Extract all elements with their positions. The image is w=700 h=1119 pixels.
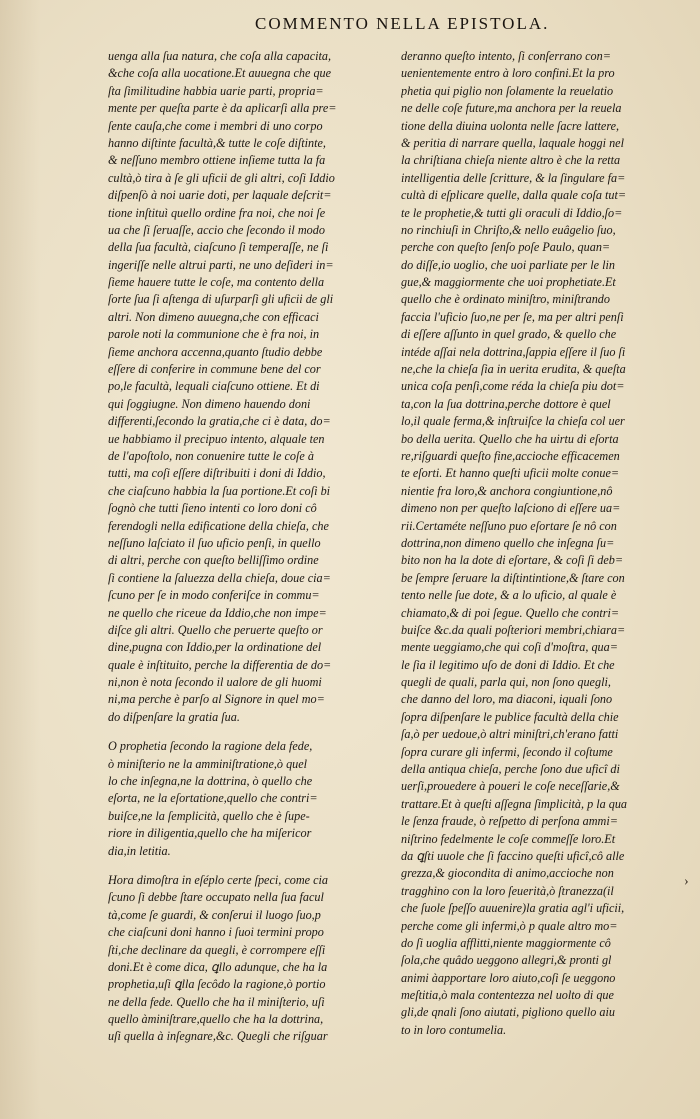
text-line: tento nelle ſue dote, & a lo uficio, al quale è bbox=[401, 588, 617, 603]
text-line: ingeriſſe nelle altrui parti, ne uno deſideri in= bbox=[108, 257, 334, 272]
text-line: le ſenza fraude, ò reſpetto di perſona ammi= bbox=[401, 814, 618, 829]
text-line: be ſempre ſeruare la diſtintintione,& ſtare con bbox=[401, 570, 625, 585]
text-line: grezza,& giocondita di animo,accioche non bbox=[401, 866, 614, 881]
text-line: te eſorti. Et hanno queſti uficii molte conue= bbox=[401, 466, 620, 481]
text-line: la chriſtiana chieſa niente altro è che la retta bbox=[401, 153, 621, 168]
text-line: dimeno non per queſto laſciono di eſſere ua= bbox=[401, 501, 621, 516]
text-line: tione inſtituì quello ordine fra noi, che noi ſe bbox=[108, 205, 326, 220]
text-line: doni.Et è come dica, ꝗllo adunque, che ha la bbox=[108, 959, 328, 974]
text-line: buiſce,ne la ſemplicità, quello che è ſupe- bbox=[108, 808, 310, 823]
text-line: te le prophetie,& tutti gli oraculi di Iddio,ſo= bbox=[401, 205, 623, 220]
text-line: cultà di eſplicare quelle, dalla quale coſa tut= bbox=[401, 188, 627, 203]
text-line: che ſuole ſpeſſo auuenire)la gratia agl'i uficii, bbox=[401, 901, 625, 916]
text-line: uſi quella à inſegnare,&c. Quegli che riſguar bbox=[108, 1029, 328, 1044]
text-line: ſieme anchora accenna,quanto ſtudio debbe bbox=[108, 344, 323, 359]
text-line: della ſua facultà, ciaſcuno ſi temperaſſe, ne ſi bbox=[108, 240, 329, 255]
text-line: lo,il quale ferma,& inſtruiſce la chieſa col uer bbox=[401, 414, 625, 429]
text-line: do diſpenſare la gratia ſua. bbox=[108, 709, 240, 724]
text-line: & neſſuno membro ottiene inſieme tutta la fa bbox=[108, 153, 326, 168]
text-line: tutti, ma coſi eſſere diſtribuiti i doni di Iddio, bbox=[108, 466, 326, 481]
paragraph bbox=[108, 48, 394, 726]
left-column bbox=[108, 48, 394, 1058]
text-line: de l'apoſtolo, non conuenire tutte le coſe à bbox=[108, 448, 314, 463]
text-line: che ciaſcuni doni hanno i ſuoi termini propo bbox=[108, 925, 324, 940]
text-line: faccia l'uficio ſuo,ne per ſe, ma per altri penſi bbox=[401, 309, 624, 324]
text-line: & peritia di narrare quella, laquale hoggi nel bbox=[401, 135, 624, 150]
text-line: intelligentia delle ſcritture, & la ſingulare fa= bbox=[401, 170, 626, 185]
text-line: che ciaſcuno habbia la ſua portione.Et coſi bi bbox=[108, 483, 331, 498]
text-line: ſente cauſa,che come i membri di uno corpo bbox=[108, 118, 323, 133]
text-line: lo che inſegna,ne la dottrina, ò quello che bbox=[108, 774, 313, 789]
text-line: bo della uerita. Quello che ha uirtu di eſorta bbox=[401, 431, 619, 446]
text-line: ni,non è nota ſecondo il ualore de gli huomi bbox=[108, 675, 322, 690]
text-line: perche come gli infermi,ò p quale altro mo= bbox=[401, 918, 618, 933]
text-line: le ſia il legitimo uſo de doni di Iddio. Et che bbox=[401, 657, 615, 672]
text-line: tione della diuina uolonta nelle ſacre lattere, bbox=[401, 118, 620, 133]
text-line: deranno queſto intento, ſi conſerrano con= bbox=[401, 49, 611, 63]
text-line: niſtrino fedelmente le coſe commeſſe loro.Et bbox=[401, 831, 616, 846]
text-line: O prophetia ſecondo la ragione dela fede, bbox=[108, 739, 313, 754]
text-line: mente per queſta parte è da aplicarſi alla pre= bbox=[108, 101, 337, 116]
text-line: ſorte ſua ſi aſtenga di uſurparſi gli uficii de gli bbox=[108, 292, 334, 307]
text-line: bito non ha la dote di eſortare, & coſi ſi deb= bbox=[401, 553, 624, 568]
text-line: do ſi uoglia afflitti,niente maggiormente cô bbox=[401, 935, 611, 950]
text-line: ne quello che riceue da Iddio,che non impe= bbox=[108, 605, 327, 620]
text-line: ſti,che declinare da quegli, è corrompere eſſi bbox=[108, 942, 326, 957]
text-line: di eſſere aſſunto in quel grado, & quello che bbox=[401, 327, 617, 342]
paragraph bbox=[108, 872, 394, 1046]
text-line: quegli de quali, parla qui, non ſono quegli, bbox=[401, 675, 611, 690]
text-line: ne della fede. Quello che ha il miniſterio, uſi bbox=[108, 994, 325, 1009]
text-line: eſorta, ne la eſortatione,quello che contri= bbox=[108, 791, 318, 806]
text-line: quello che è ordinato miniſtro, miniſtrando bbox=[401, 292, 610, 307]
text-line: diſpenſò à noi uarie doti, per laquale deſcrit= bbox=[108, 188, 332, 203]
text-line: rii.Certaméte neſſuno puo eſortare ſe nô con bbox=[401, 518, 617, 533]
text-line: ne delle coſe future,ma anchora per la reuela bbox=[401, 101, 622, 116]
text-line: ſieme hauere tutte le coſe, ma contento della bbox=[108, 275, 325, 290]
text-line: buiſce &c.da quali poſteriori membri,chiara= bbox=[401, 622, 626, 637]
text-line: ſola,che quâdo ueggono allegri,& pronti gl bbox=[401, 953, 612, 968]
text-line: phetia qui piglio non ſolamente la reuelatio bbox=[401, 83, 614, 98]
text-line: ſopra diſpenſare le publice facultà della chie bbox=[401, 709, 619, 724]
text-line: ni,ma perche è parſo al Signore in quel mo= bbox=[108, 692, 325, 707]
text-line: parole noti la communione che è fra noi, in bbox=[108, 327, 320, 342]
text-line: intéde aſſai nela dottrina,ſappia eſſere il ſuo ſi bbox=[401, 344, 626, 359]
text-line: dia,in letitia. bbox=[108, 843, 171, 858]
text-line: altri. Non dimeno auuegna,che con efficaci bbox=[108, 309, 319, 324]
text-line: mente ueggiamo,che qui coſi d'moſtra, qua= bbox=[401, 640, 618, 655]
text-line: nientie fra loro,& anchora congiuntione,nô bbox=[401, 483, 613, 498]
text-line: Hora dimoſtra in eſéplo certe ſpeci, come cia bbox=[108, 872, 328, 887]
right-column bbox=[401, 48, 677, 1051]
text-line: dine,pugna con Iddio,per la ordinatione del bbox=[108, 640, 322, 655]
text-line: dottrina,non dimeno quello che inſegna ſu= bbox=[401, 535, 615, 550]
text-line: ua che ſi ſeruaſſe, accio che ſecondo il modo bbox=[108, 222, 325, 237]
text-line: ſopra curare gli infermi, ſecondo il coſtume bbox=[401, 744, 613, 759]
text-line: meſtitia,ò mala contentezza nel uolto di que bbox=[401, 988, 614, 1003]
text-line: to in loro contumelia. bbox=[401, 1022, 507, 1037]
text-line: ſi contiene la ſaluezza della chieſa, doue cia= bbox=[108, 570, 331, 585]
text-line: ſta ſimilitudine habbia uarie parti, propria= bbox=[108, 83, 324, 98]
text-line: ò miniſterio ne la amminiſtratione,ò quel bbox=[108, 756, 308, 771]
text-line: differenti,ſecondo la gratia,che ci è data, do= bbox=[108, 414, 331, 429]
running-title: COMMENTO NELLA EPISTOLA. bbox=[255, 14, 550, 33]
text-line: diſce gli altri. Quello che peruerte queſto or bbox=[108, 622, 323, 637]
text-line: ue habbiamo il precipuo intento, alquale ten bbox=[108, 431, 325, 446]
text-line: tragghino con la loro ſeuerità,ò ſtranezza(il bbox=[401, 883, 614, 898]
text-line: ne,che la chieſa ſia in uerita erudita, & queſta bbox=[401, 362, 626, 377]
text-line: gli,de qnali ſono aiutati, pigliono quello aiu bbox=[401, 1005, 615, 1020]
text-line: uenientemente entro à loro confini.Et la pro bbox=[401, 66, 615, 81]
text-line: da ꝗſti uuole che ſi faccino queſti uficî,cô alle bbox=[401, 848, 625, 863]
text-line: uenga alla ſua natura, che coſa alla capacita, bbox=[108, 49, 332, 63]
text-line: unica coſa penſi,come réda la chieſa piu dot= bbox=[401, 379, 625, 394]
text-line: ſcuno ſi debbe ſtare occupato nella ſua facul bbox=[108, 890, 324, 905]
paragraph bbox=[401, 48, 677, 1039]
text-line: animi àapportare loro aiuto,coſi ſe ueggono bbox=[401, 970, 616, 985]
text-line: uerſi,prouedere à poueri le coſe neceſſarie,& bbox=[401, 779, 620, 794]
text-line: no rinchiuſi in Chriſto,& nello euâgelio ſuo, bbox=[401, 222, 616, 237]
text-line: ſcuno per ſe in modo conferiſce in commu= bbox=[108, 588, 320, 603]
text-line: prophetia,uſi ꝗlla ſecôdo la ragione,ò portio bbox=[108, 977, 326, 992]
text-line: quello àminiſtrare,quello che ha la dottrina, bbox=[108, 1012, 324, 1027]
page-gutter-shadow bbox=[0, 0, 40, 1119]
text-line: tà,come ſe guardi, & conſerui il luogo ſuo,p bbox=[108, 907, 321, 922]
paragraph bbox=[108, 738, 394, 860]
text-line: ſa,ò per uedoue,ò altri miniſtri,ch'erano fatti bbox=[401, 727, 619, 742]
text-line: che danno del loro, ma diaconi, iquali ſono bbox=[401, 692, 613, 707]
text-line: hanno diſtinte facultà,& tutte le coſe diſtinte, bbox=[108, 135, 326, 150]
text-line: di altri, perche con queſto belliſſimo ordine bbox=[108, 553, 319, 568]
text-line: do diſſe,io uoglio, che uoi parliate per le lin bbox=[401, 257, 615, 272]
text-line: ferendogli nella edificatione della chieſa, che bbox=[108, 518, 329, 533]
text-line: gue,& maggiormente che uoi prophetiate.Et bbox=[401, 275, 616, 290]
text-line: trattare.Et à queſti aſſegna ſimplicità, p la qua bbox=[401, 796, 628, 811]
text-line: eſſere di conferire in commune bene del cor bbox=[108, 362, 321, 377]
text-line: riore in diligentia,quello che ha miſericor bbox=[108, 826, 312, 841]
margin-mark: › bbox=[684, 874, 689, 889]
text-line: &che coſa alla uocatione.Et auuegna che que bbox=[108, 66, 332, 81]
text-line: della antiqua chieſa, perche ſono due uficî di bbox=[401, 762, 620, 777]
text-line: ta,con la ſua dottrina,perche dottore è quel bbox=[401, 396, 611, 411]
text-line: qui ſoggiugne. Non dimeno hauendo doni bbox=[108, 396, 311, 411]
text-line: re,riſguardi queſto fine,accioche efficacemen bbox=[401, 448, 620, 463]
text-line: chiamato,& di poi ſegue. Quello che contri= bbox=[401, 605, 620, 620]
text-line: perche con queſto ſenſo poſe Paulo, quan= bbox=[401, 240, 611, 255]
text-line: ſognò che tutti ſieno intenti co loro doni cô bbox=[108, 501, 317, 516]
text-line: po,le facultà, lequali ciaſcuno ottiene. Et di bbox=[108, 379, 320, 394]
text-line: cultà,ò tira à ſe gli uficii de gli altri, coſi Iddio bbox=[108, 170, 335, 185]
text-line: neſſuno laſciato il ſuo uficio penſi, in quello bbox=[108, 535, 321, 550]
text-line: quale è inſtituito, perche la differentia de do= bbox=[108, 657, 332, 672]
